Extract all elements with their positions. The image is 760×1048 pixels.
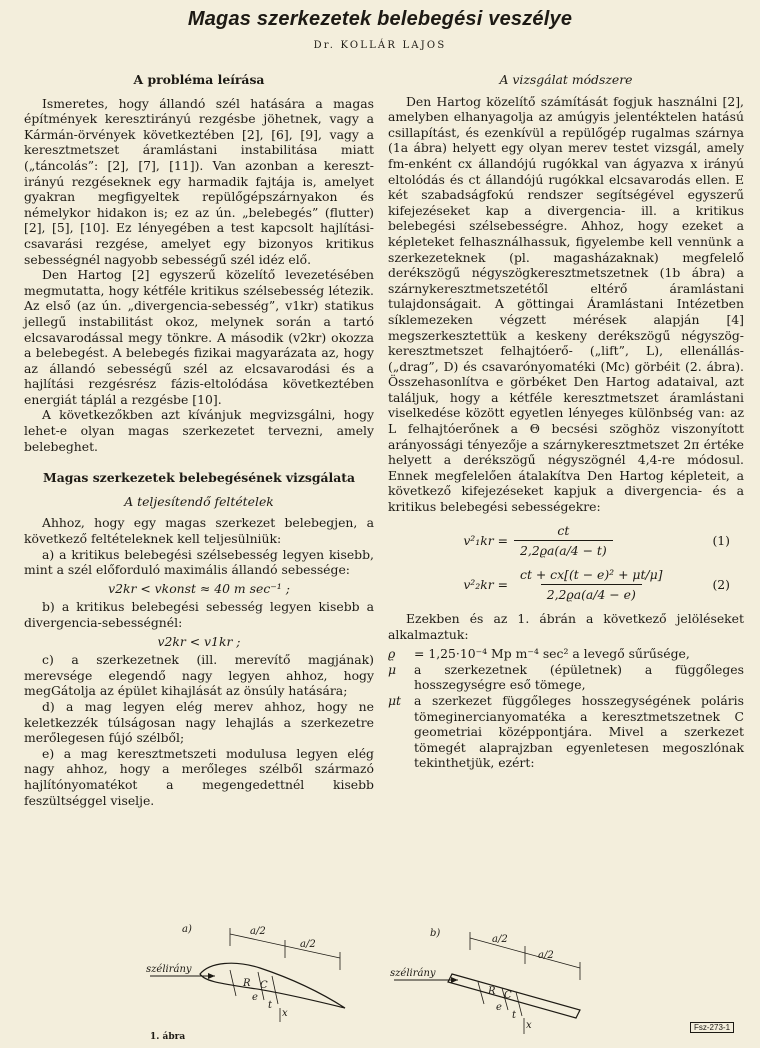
definition-text: a szerkezetnek (épületnek) a függőleges hosszegységre eső tömege,: [414, 661, 744, 693]
half-chord-label: a/2: [300, 939, 316, 950]
left-column: [24, 62, 374, 808]
half-chord-label: a/2: [538, 950, 554, 961]
definition-item: [388, 693, 744, 771]
condition-b: b) a kritikus belebegési sebesség legyen kisebb a divergencia-sebességnél:: [24, 599, 374, 630]
condition-d: d) a mag legyen elég merev ahhoz, hogy ne keletkezzék túlságosan nagy lehajlás a szerkezetre merőlegesen fújó szélből;: [24, 698, 374, 746]
definition-symbol: ϱ: [388, 646, 396, 662]
denominator: 2,2ϱa(a/4 − e): [541, 584, 642, 603]
right-column: [388, 62, 744, 771]
fraction: [514, 523, 613, 559]
condition-e: e) a mag keresztmetszeti modulusa legyen elég nagy ahhoz, hogy a merőleges szélből származó hajlítónyomatékot a megengedettnél kisebb feszültséggel viselje.: [24, 745, 374, 808]
figure-caption: 1. ábra: [150, 1032, 186, 1042]
definition-symbol: μt: [388, 692, 402, 708]
subsection-heading: A teljesítendő feltételek: [124, 493, 274, 509]
section-heading-analysis: Magas szerkezetek belebegésének vizsgálata: [42, 470, 356, 486]
formula-lhs: v²₂kr =: [463, 577, 508, 593]
equation-number: (2): [712, 577, 730, 593]
offset-label-e: e: [496, 1002, 502, 1013]
equation-number: (1): [712, 532, 730, 548]
half-chord-label: a/2: [250, 926, 266, 937]
point-label-r: R: [243, 978, 251, 989]
axis-label-x: x: [526, 1020, 532, 1031]
definitions-list: [388, 646, 744, 771]
formula-1: [388, 523, 744, 559]
definition-symbol: μ: [388, 661, 397, 677]
figure-drawing: [0, 912, 760, 1048]
definition-item: [388, 662, 744, 693]
definition-text: = 1,25·10⁻⁴ Mp m⁻⁴ sec² a levegő sűrűsége,: [414, 646, 690, 662]
paragraph: Den Hartog [2] egyszerű közelítő levezetésében megmutatta, hogy kétféle kritikus szélsebesség létezik. Az első (az ún. „divergencia-sebesség”, v1kr) statikus jellegű instabilitást okoz, melynek során a tartó elcsavarodással megy tönkre. A második (v2kr) okozza a belebegést. A belebegés fizikai magyarázata az, hogy az állandó sebességű szél az elcsavarodási és a hajlítási rezgésrész fázis-eltolódása következtében energiát táplál a rezgésbe [10].: [24, 267, 374, 407]
formula-lhs: v²₁kr =: [463, 532, 508, 548]
figure-b-label: b): [430, 928, 441, 939]
paragraph: Ismeretes, hogy állandó szél hatására a magas építmények keresztirányú rezgésbe jöhetnek, vagy a Kármán-örvények következtében [2], [6], [9], vagy a keresztmetszet áramlástani instabilitása miatt („táncolás”: [2], [7], [11]). Van azonban a kereszt-irányú rezgéseknek egy harmadik fajtája is, amelyet gyakran megfigyeltek repülőgépszárnyakon és némelykor hidakon is; ez az ún. „belebegés” (flutter) [2], [5], [10]. Ez lényegében a test kapcsolt hajlítási-csavarási rezgése, amelyet egy bizonyos kritikus sebességnél nagyobb sebességű szél idéz elő.: [24, 95, 374, 267]
definition-text: a szerkezet függőleges hosszegységének poláris tömeginercianyomatéka a keresztmetszetnek C geometriai középpontjára. Mivel a szerkezet tömegét alaprajzban egyenletesen megoszlónak tekinthetjük, ezért:: [414, 692, 744, 771]
axis-label-x: x: [282, 1008, 288, 1019]
inequality-a: v2kr < vkonst ≈ 40 m sec⁻¹ ;: [108, 580, 290, 596]
wind-direction-label: szélirány: [146, 964, 192, 975]
paragraph: A következőkben azt kívánjuk megvizsgálni, hogy lehet-e olyan magas szerkezetet tervezni, amely belebeghet.: [24, 407, 374, 454]
offset-label-t: t: [268, 1000, 273, 1011]
section-heading-method: A vizsgálat módszere: [499, 72, 633, 87]
point-label-c: C: [504, 990, 512, 1001]
figure-a-label: a): [182, 924, 192, 935]
definition-item: [388, 646, 744, 662]
figure-1: [0, 912, 760, 1048]
condition-a: a) a kritikus belebegési szélsebesség legyen kisebb, mint a szél előforduló maximális állandó sebessége:: [24, 546, 374, 578]
denominator: 2,2ϱa(a/4 − t): [514, 540, 613, 559]
page-title: Magas szerkezetek belebegési veszélye: [187, 8, 573, 30]
point-label-r: R: [488, 986, 496, 997]
paragraph: Den Hartog közelítő számítását fogjuk használni [2], amelyben elhanyagolja az amúgyis jelentéktelen hatású csillapítást, és ezenkívül a repülőgép rugalmas szárnya (1a ábra) helyett egy olyan merev testet vizsgál, amely fm-enként cx állandójú rugókkal van ágyazva x irányú eltolódás és ct állandójú rugókkal elcsavarodás ellen. E két szabadságfokú rendszer segítségével egyszerű kifejezéseket kap a divergencia- ill. a kritikus belebegési szélsebességre. Ahhoz, hogy ezeket a képleteket felhasználhassuk, figyelembe kell vennünk a szerkezeteknek (pl. magasházaknak) megfelelő derékszögű négyszögkeresztmetszetnek (1b ábra) a szárnykeresztmetszetétől eltérő áramlástani tulajdonságait. A göttingai Áramlástani Intézetben síklemezeken végzett mérések alapján [4] megszerkesztettük a keskeny derékszögű négyszög-keresztmetszet felhajtóerő- („lift”, L), ellenállás- („drag”, D) és csavarónyomatéki (Mc) görbéit (2. ábra). Összehasonlítva e görbéket Den Hartog adataival, azt találjuk, hogy a kétféle keresztmetszet áramlástani viselkedése között egyetlen lényeges különbség van: az L felhajtóerőnek a Θ becsési szöghöz viszonyított arányossági tényezője a szárnykeresztmetszet 2π értéke helyett a derékszögű négyszögnél 4,4-re módosul. Ennek megfelelően átalakítva Den Hartog képleteit, a következő kifejezéseket kapjuk a divergencia- és a kritikus belebegési sebességekre:: [388, 93, 744, 515]
offset-label-t: t: [512, 1010, 517, 1021]
section-heading-problem: A probléma leírása: [133, 72, 265, 87]
wind-direction-label: szélirány: [390, 968, 436, 979]
numerator: ct + cx[(t − e)² + μt/μ]: [520, 566, 663, 582]
inequality-b: v2kr < v1kr ;: [157, 633, 241, 649]
fraction: [514, 567, 669, 603]
figure-a-airfoil: [146, 924, 345, 1022]
author: Dr. KOLLÁR LAJOS: [313, 40, 447, 51]
paragraph: Ezekben és az 1. ábrán a következő jelöléseket alkalmaztuk:: [388, 611, 744, 642]
condition-c: c) a szerkezetnek (ill. merevítő magjának) merevsége elegendő nagy legyen ahhoz, hogy megGátolja az épület kihajlását az önsúly hatására;: [24, 652, 374, 699]
figure-b-rectangle: [390, 928, 580, 1034]
figure-stamp: Fsz-273-1: [690, 1022, 734, 1033]
offset-label-e: e: [252, 992, 258, 1003]
paragraph: Ahhoz, hogy egy magas szerkezet belebegjen, a következő feltételeknek kell teljesülniük:: [24, 515, 374, 547]
half-chord-label: a/2: [492, 934, 508, 945]
point-label-c: C: [260, 980, 268, 991]
formula-2: [388, 567, 744, 603]
numerator: ct: [557, 522, 570, 538]
